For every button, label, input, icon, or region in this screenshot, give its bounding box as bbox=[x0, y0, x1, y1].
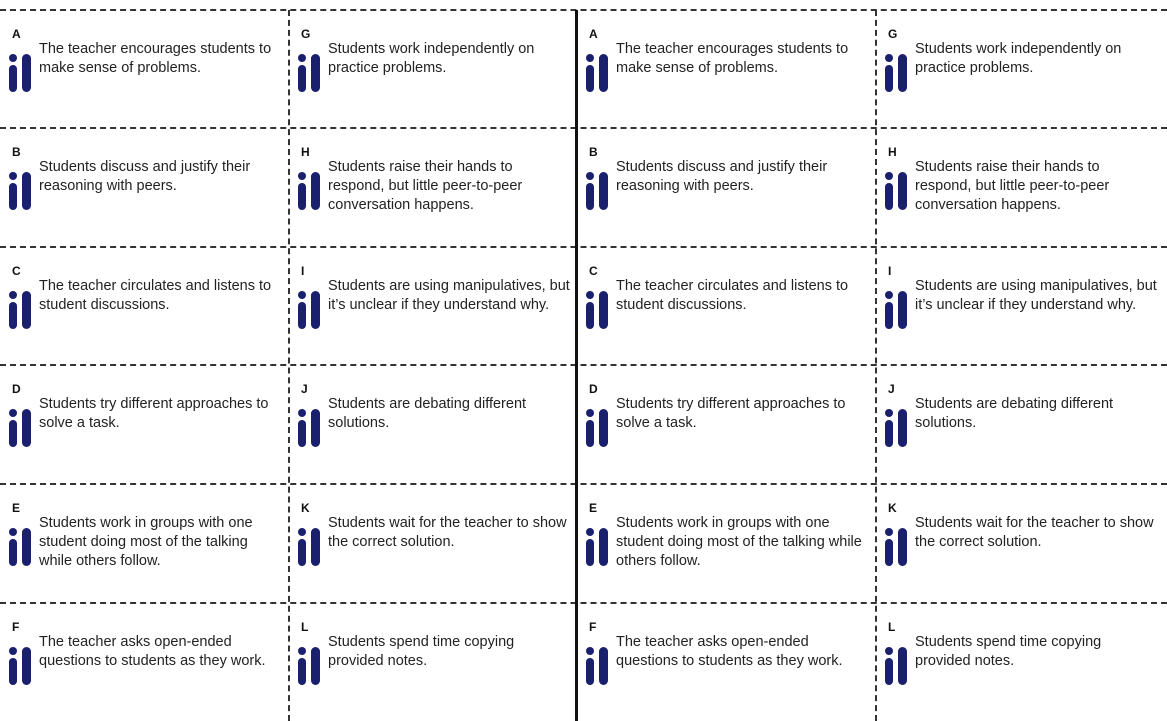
card-letter: I bbox=[301, 264, 305, 278]
logo bbox=[884, 172, 910, 210]
card-letter: K bbox=[301, 501, 310, 515]
card-text: Students discuss and justify their reasoning with peers. bbox=[39, 159, 251, 194]
logo bbox=[585, 54, 611, 92]
card-text: Students spend time copying provided notes. bbox=[915, 634, 1102, 669]
activity-card bbox=[289, 128, 577, 246]
logo bbox=[8, 409, 34, 447]
card-letter: E bbox=[12, 501, 21, 515]
cut-line-horizontal bbox=[0, 602, 1167, 604]
card-text: The teacher encourages students to make sense of problems. bbox=[616, 41, 849, 76]
card-letter: F bbox=[589, 620, 597, 634]
il-logo-icon bbox=[585, 291, 611, 329]
center-divider bbox=[575, 10, 578, 721]
card-text: Students spend time copying provided notes. bbox=[328, 634, 515, 669]
card-letter: C bbox=[12, 264, 21, 278]
activity-card bbox=[577, 603, 876, 721]
activity-card bbox=[289, 484, 577, 602]
activity-card bbox=[876, 365, 1167, 483]
logo bbox=[884, 409, 910, 447]
cut-line-vertical bbox=[288, 10, 290, 721]
card-text: Students wait for the teacher to show the correct solution. bbox=[328, 515, 567, 550]
card-text: Students raise their hands to respond, but little peer-to-peer conversation happens. bbox=[328, 159, 523, 213]
logo bbox=[884, 54, 910, 92]
cut-line-horizontal bbox=[0, 246, 1167, 248]
logo bbox=[8, 528, 34, 566]
activity-card bbox=[0, 484, 289, 602]
activity-card bbox=[577, 128, 876, 246]
il-logo-icon bbox=[884, 409, 910, 447]
card-letter: A bbox=[12, 27, 21, 41]
card-letter: I bbox=[888, 264, 892, 278]
cut-line-horizontal bbox=[0, 483, 1167, 485]
card-text: Students work in groups with one student doing most of the talking while others follow. bbox=[616, 515, 862, 569]
card-letter: C bbox=[589, 264, 598, 278]
logo bbox=[297, 409, 323, 447]
logo bbox=[297, 54, 323, 92]
il-logo-icon bbox=[884, 54, 910, 92]
il-logo-icon bbox=[8, 409, 34, 447]
activity-card bbox=[577, 365, 876, 483]
logo bbox=[8, 172, 34, 210]
card-letter: B bbox=[589, 145, 598, 159]
card-letter: B bbox=[12, 145, 21, 159]
il-logo-icon bbox=[297, 291, 323, 329]
il-logo-icon bbox=[8, 528, 34, 566]
il-logo-icon bbox=[585, 528, 611, 566]
il-logo-icon bbox=[585, 409, 611, 447]
activity-card bbox=[0, 603, 289, 721]
activity-card bbox=[289, 10, 577, 128]
activity-card bbox=[0, 365, 289, 483]
il-logo-icon bbox=[585, 647, 611, 685]
logo bbox=[8, 647, 34, 685]
card-text: Students try different approaches to solve a task. bbox=[39, 396, 269, 431]
card-text: Students are using manipulatives, but it’s unclear if they understand why. bbox=[328, 278, 570, 313]
card-letter: G bbox=[301, 27, 311, 41]
card-text: Students try different approaches to solve a task. bbox=[616, 396, 846, 431]
activity-card bbox=[0, 247, 289, 365]
il-logo-icon bbox=[884, 528, 910, 566]
card-text: Students are debating different solutions. bbox=[915, 396, 1114, 431]
activity-card bbox=[876, 128, 1167, 246]
activity-card bbox=[0, 128, 289, 246]
il-logo-icon bbox=[297, 528, 323, 566]
il-logo-icon bbox=[884, 172, 910, 210]
card-letter: H bbox=[301, 145, 310, 159]
logo bbox=[8, 54, 34, 92]
activity-card bbox=[876, 10, 1167, 128]
card-text: Students work independently on practice problems. bbox=[328, 41, 535, 76]
il-logo-icon bbox=[884, 647, 910, 685]
logo bbox=[8, 291, 34, 329]
activity-card bbox=[577, 247, 876, 365]
activity-card bbox=[577, 484, 876, 602]
card-text: Students work independently on practice problems. bbox=[915, 41, 1122, 76]
activity-card bbox=[876, 247, 1167, 365]
card-letter: A bbox=[589, 27, 598, 41]
logo bbox=[297, 528, 323, 566]
card-letter: H bbox=[888, 145, 897, 159]
card-letter: J bbox=[301, 382, 308, 396]
il-logo-icon bbox=[8, 291, 34, 329]
card-text: The teacher asks open-ended questions to students as they work. bbox=[616, 634, 843, 669]
il-logo-icon bbox=[8, 647, 34, 685]
card-text: The teacher encourages students to make sense of problems. bbox=[39, 41, 272, 76]
card-letter: J bbox=[888, 382, 895, 396]
card-letter: D bbox=[12, 382, 21, 396]
card-letter: L bbox=[888, 620, 896, 634]
card-letter: D bbox=[589, 382, 598, 396]
cut-line-horizontal bbox=[0, 364, 1167, 366]
logo bbox=[884, 528, 910, 566]
activity-card bbox=[289, 247, 577, 365]
card-letter: E bbox=[589, 501, 598, 515]
il-logo-icon bbox=[8, 54, 34, 92]
il-logo-icon bbox=[297, 54, 323, 92]
card-text: Students discuss and justify their reasoning with peers. bbox=[616, 159, 828, 194]
il-logo-icon bbox=[884, 291, 910, 329]
card-letter: K bbox=[888, 501, 897, 515]
card-text: The teacher circulates and listens to student discussions. bbox=[616, 278, 849, 313]
il-logo-icon bbox=[585, 54, 611, 92]
card-text: Students are debating different solutions. bbox=[328, 396, 527, 431]
logo bbox=[585, 409, 611, 447]
il-logo-icon bbox=[297, 172, 323, 210]
card-letter: L bbox=[301, 620, 309, 634]
activity-card bbox=[876, 484, 1167, 602]
logo bbox=[884, 647, 910, 685]
card-letter: F bbox=[12, 620, 20, 634]
card-text: Students are using manipulatives, but it’s unclear if they understand why. bbox=[915, 278, 1157, 313]
il-logo-icon bbox=[297, 647, 323, 685]
card-text: The teacher asks open-ended questions to students as they work. bbox=[39, 634, 266, 669]
logo bbox=[585, 647, 611, 685]
il-logo-icon bbox=[585, 172, 611, 210]
logo bbox=[585, 291, 611, 329]
logo bbox=[297, 647, 323, 685]
logo bbox=[297, 291, 323, 329]
activity-card bbox=[577, 10, 876, 128]
activity-card bbox=[289, 603, 577, 721]
logo bbox=[585, 172, 611, 210]
card-letter: G bbox=[888, 27, 898, 41]
logo bbox=[585, 528, 611, 566]
cut-line-vertical bbox=[875, 10, 877, 721]
card-text: Students wait for the teacher to show the correct solution. bbox=[915, 515, 1154, 550]
logo bbox=[297, 172, 323, 210]
cut-line-horizontal bbox=[0, 9, 1167, 11]
activity-card bbox=[289, 365, 577, 483]
card-text: The teacher circulates and listens to student discussions. bbox=[39, 278, 272, 313]
logo bbox=[884, 291, 910, 329]
cut-line-horizontal bbox=[0, 127, 1167, 129]
il-logo-icon bbox=[297, 409, 323, 447]
il-logo-icon bbox=[8, 172, 34, 210]
activity-card bbox=[876, 603, 1167, 721]
card-text: Students raise their hands to respond, but little peer-to-peer conversation happens. bbox=[915, 159, 1110, 213]
card-text: Students work in groups with one student doing most of the talking while others follow. bbox=[39, 515, 253, 569]
activity-card bbox=[0, 10, 289, 128]
